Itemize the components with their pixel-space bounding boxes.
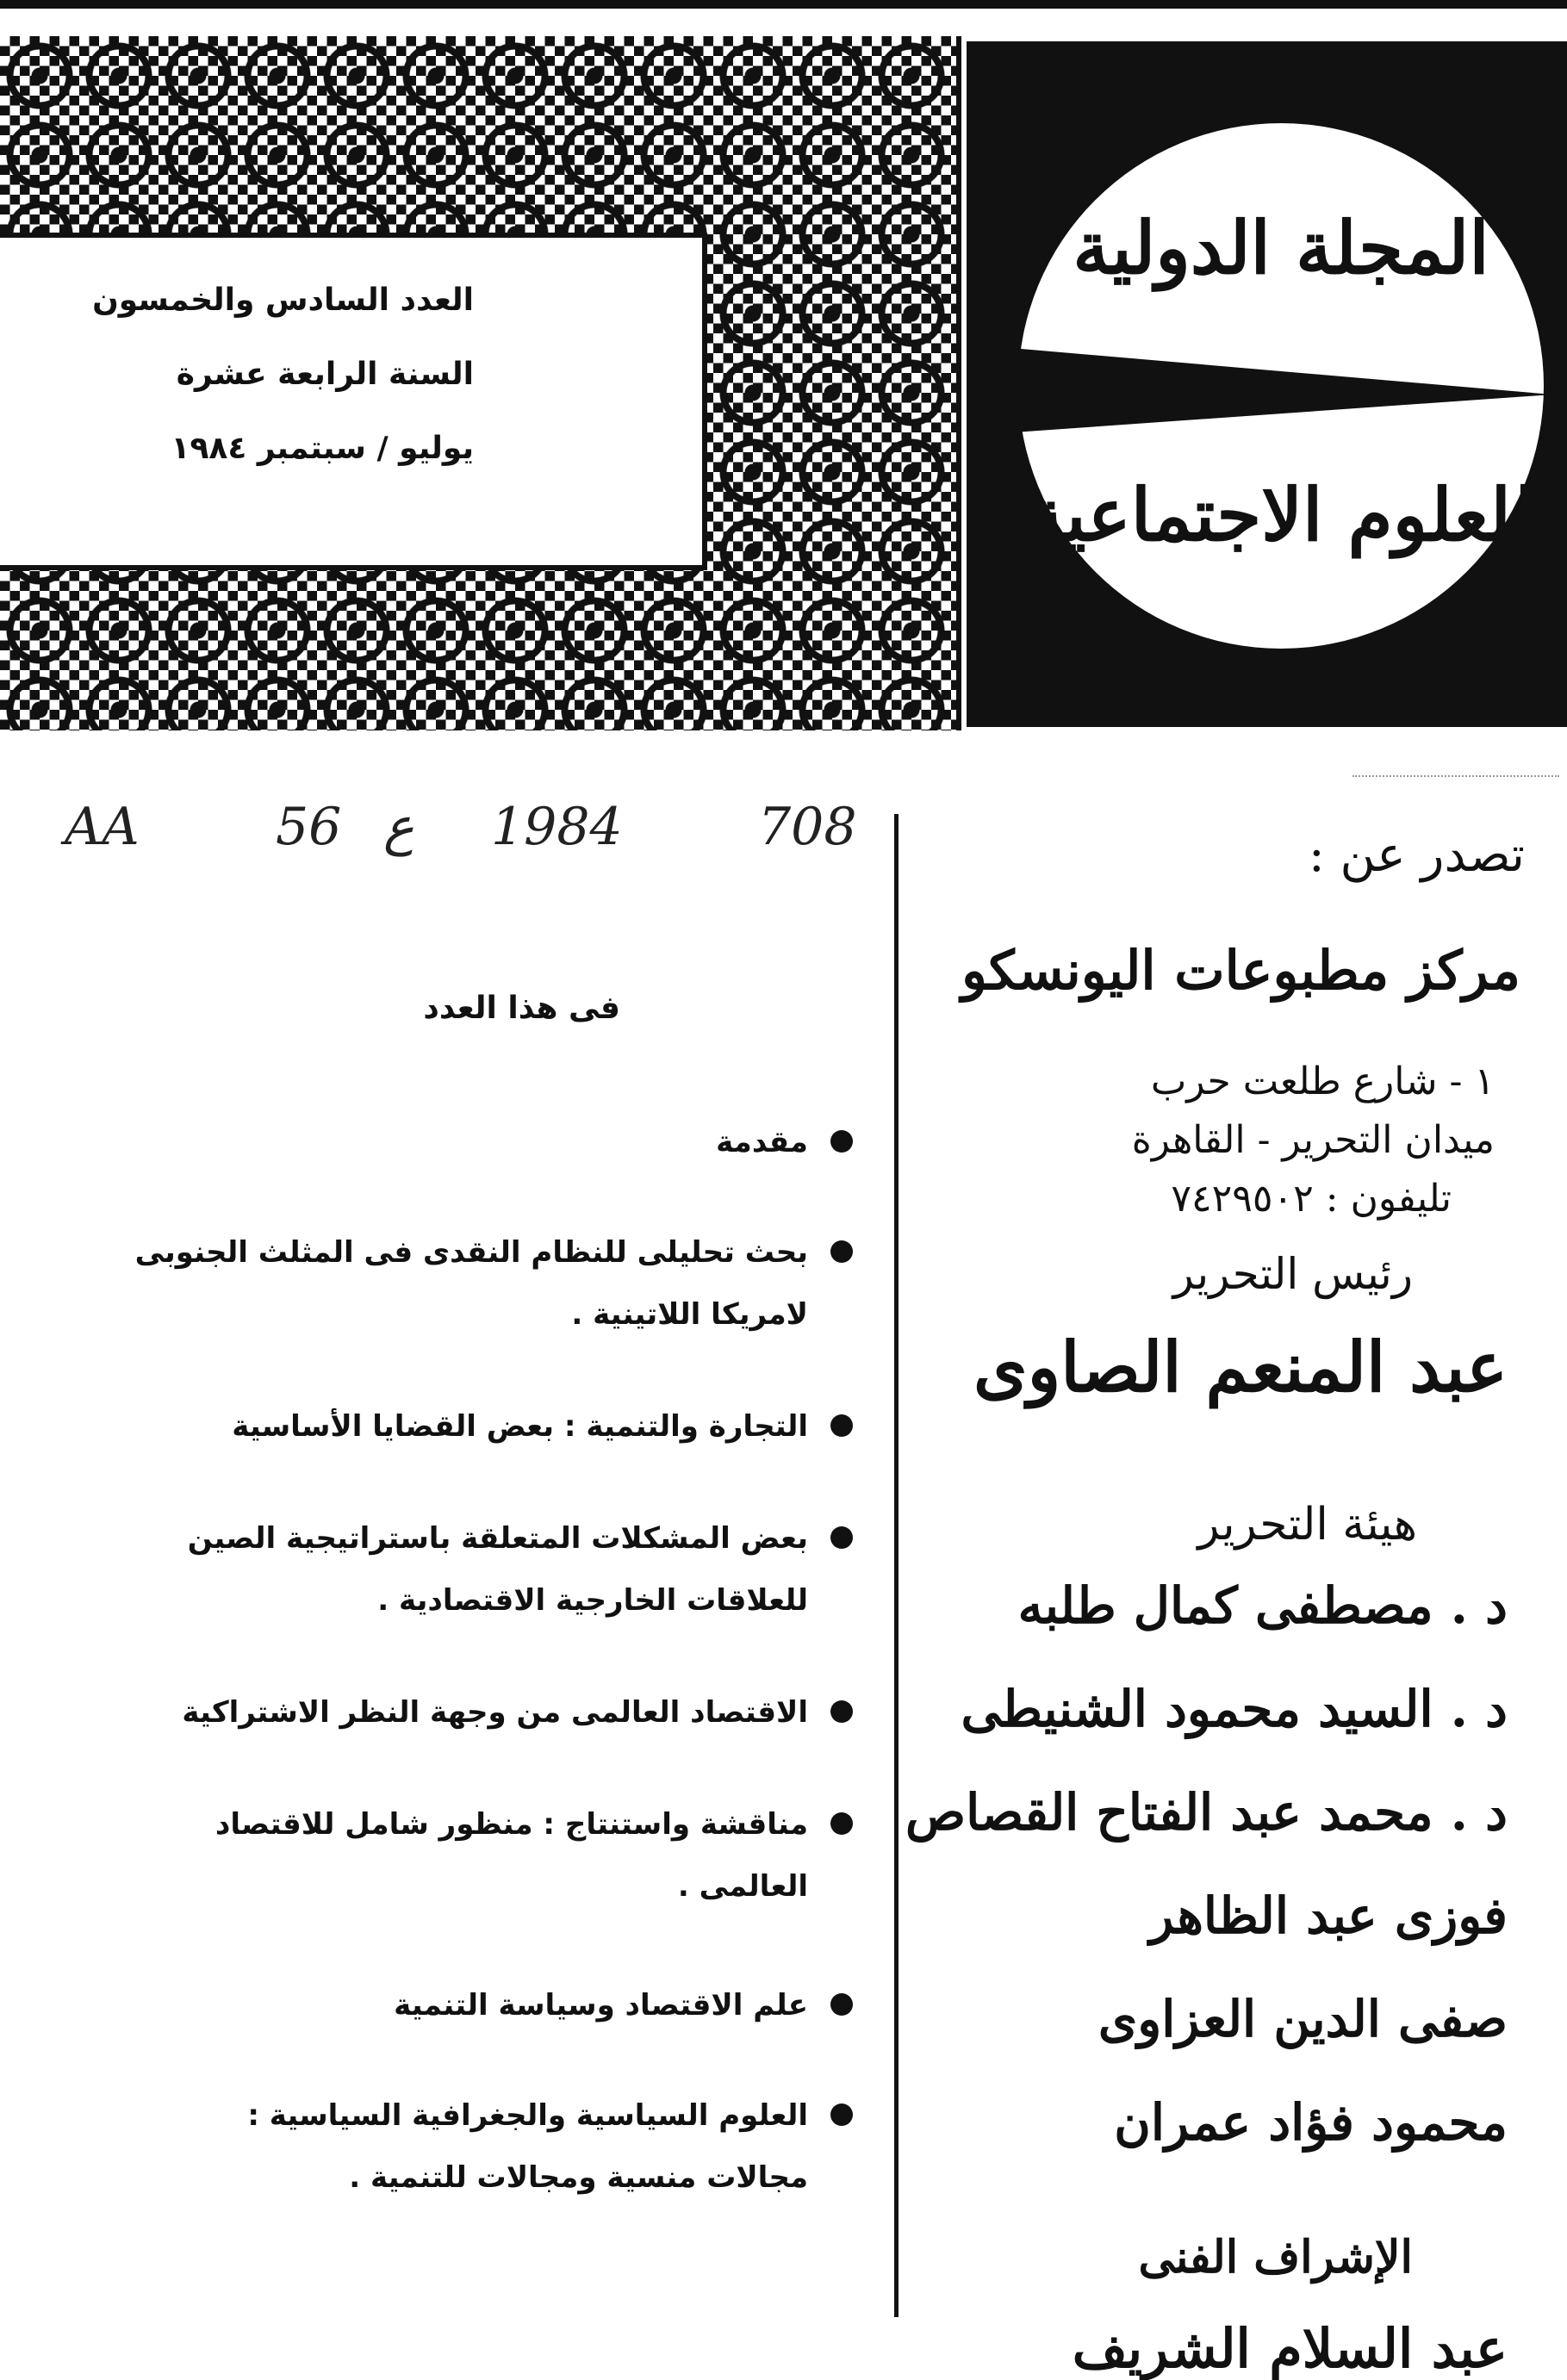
issue-date: يوليو / سبتمبر ١٩٨٤: [171, 431, 474, 466]
column-divider: [894, 814, 899, 2317]
toc-item: [112, 1681, 853, 1743]
address-line: ١ - شارع طلعت حرب: [1150, 1060, 1495, 1103]
toc-item: [112, 1793, 853, 1917]
editor-in-chief-label: رئيس التحرير: [1172, 1249, 1413, 1299]
logo-title-line2: للعلوم الاجتماعية: [1027, 472, 1535, 557]
journal-logo: [967, 41, 1567, 727]
board-member: محمود فؤاد عمران: [1114, 2093, 1508, 2152]
issue-number: العدد السادس والخمسون: [92, 283, 474, 318]
phone: تليفون : ٧٤٢٩٥٠٢: [1171, 1177, 1452, 1221]
board-member: صفى الدين العزاوى: [1098, 1990, 1508, 2048]
bullet-icon: [830, 1993, 853, 2016]
call-number-part: ع: [383, 797, 414, 857]
board-member: د . السيد محمود الشنيطى: [961, 1680, 1508, 1738]
toc-item: [112, 2085, 853, 2209]
bullet-icon: [830, 1130, 853, 1153]
issue-year: السنة الرابعة عشرة: [176, 357, 474, 392]
toc-line: مجالات منسية ومجالات للتنمية .: [349, 2160, 808, 2195]
toc-item: [112, 1221, 853, 1345]
issue-info-box: [0, 233, 707, 570]
call-number-part: 1984: [491, 797, 623, 857]
toc-line: مناقشة واستنتاج : منظور شامل للاقتصاد: [215, 1807, 808, 1842]
bullet-icon: [830, 2103, 853, 2126]
toc-item: [112, 1111, 853, 1173]
top-rule: [0, 0, 1567, 9]
toc-item: [112, 1507, 853, 1631]
board-member: د . محمد عبد الفتاح القصاص: [905, 1783, 1508, 1842]
board-member: فوزى عبد الظاهر: [1149, 1886, 1508, 1945]
toc-line: العلوم السياسية والجغرافية السياسية :: [247, 2098, 808, 2133]
toc-line: علم الاقتصاد وسياسة التنمية: [394, 1988, 808, 2023]
bullet-icon: [830, 1812, 853, 1835]
editor-in-chief-name: عبد المنعم الصاوى: [973, 1327, 1508, 1407]
faint-dotted-line: [1352, 775, 1559, 777]
call-number-part: 708: [758, 797, 857, 857]
call-number-part: 56: [276, 797, 342, 857]
toc-line: الاقتصاد العالمى من وجهة النظر الاشتراكية: [182, 1695, 808, 1730]
art-direction-name: عبد السلام الشريف: [1072, 2317, 1508, 2380]
toc-item: [112, 1974, 853, 2036]
art-direction-label: الإشراف الفنى: [1138, 2231, 1413, 2284]
toc-line: العالمى .: [677, 1869, 808, 1904]
toc-line: مقدمة: [716, 1125, 808, 1159]
toc-line: بحث تحليلى للنظام النقدى فى المثلث الجنوبى: [134, 1235, 808, 1270]
publisher-name: مركز مطبوعات اليونسكو: [961, 939, 1520, 1002]
editorial-board-label: هيئة التحرير: [1197, 1499, 1417, 1550]
toc-line: للعلاقات الخارجية الاقتصادية .: [377, 1583, 808, 1618]
bullet-icon: [830, 1526, 853, 1549]
board-member: د . مصطفى كمال طلبه: [1017, 1576, 1508, 1635]
bullet-icon: [830, 1700, 853, 1723]
address-line: ميدان التحرير - القاهرة: [1131, 1118, 1495, 1162]
toc-line: التجارة والتنمية : بعض القضايا الأساسية: [232, 1409, 808, 1444]
bullet-icon: [830, 1414, 853, 1437]
issued-by-label: تصدر عن :: [1308, 827, 1525, 883]
toc-line: بعض المشكلات المتعلقة باستراتيجية الصين: [187, 1521, 808, 1556]
toc-line: لامريكا اللاتينية .: [571, 1297, 808, 1332]
contents-heading: فى هذا العدد: [423, 991, 620, 1026]
bullet-icon: [830, 1240, 853, 1263]
toc-item: [112, 1395, 853, 1457]
call-number-part: AA: [65, 797, 140, 857]
logo-title-line1: المجلة الدولية: [1073, 205, 1489, 290]
